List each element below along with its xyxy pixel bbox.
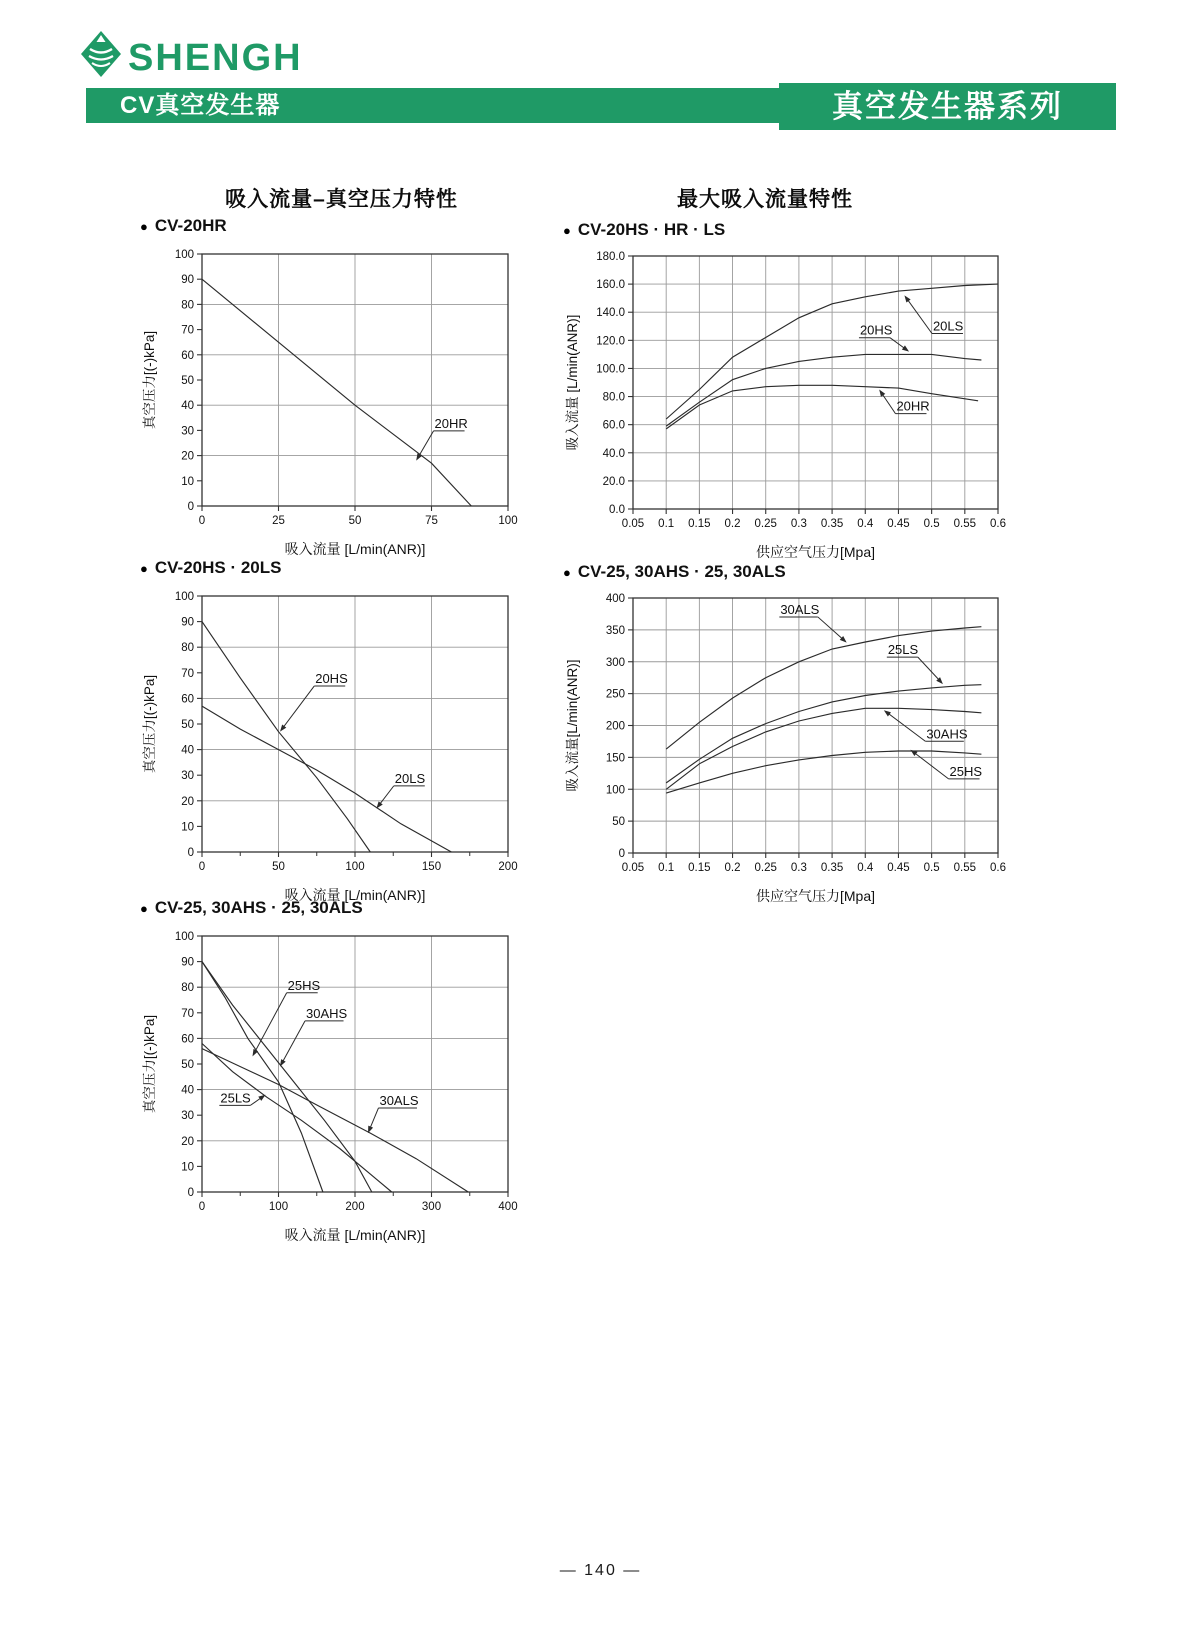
svg-text:150: 150 [605,752,625,765]
svg-text:0.45: 0.45 [887,862,910,874]
svg-text:80: 80 [181,299,194,312]
svg-text:200: 200 [605,720,625,733]
svg-text:10: 10 [181,475,194,488]
svg-text:0.05: 0.05 [621,862,645,874]
svg-text:0.6: 0.6 [990,862,1006,874]
svg-text:0.2: 0.2 [724,862,741,874]
svg-text:吸入流量 [L/min(ANR)]: 吸入流量 [L/min(ANR)] [284,887,426,903]
brand-logo [80,30,340,87]
svg-text:10: 10 [181,821,194,834]
svg-text:0: 0 [187,501,194,513]
svg-text:25LS: 25LS [887,642,919,658]
svg-text:100: 100 [345,861,365,873]
svg-text:40.0: 40.0 [602,447,625,460]
svg-text:0.6: 0.6 [990,518,1006,530]
svg-text:300: 300 [421,1201,442,1213]
brand-logo-graphic [80,30,340,82]
chart-title-text: CV-20HR [154,216,227,235]
right-column-title: 最大吸入流量特性 [677,188,853,211]
svg-text:0.5: 0.5 [923,862,940,874]
svg-text:120.0: 120.0 [596,335,625,348]
svg-text:0.25: 0.25 [754,518,777,530]
svg-text:140.0: 140.0 [596,307,625,320]
svg-text:0: 0 [198,1201,206,1213]
chart-title [563,216,1014,244]
svg-text:100: 100 [174,931,194,943]
svg-text:0.4: 0.4 [857,862,874,874]
svg-text:20.0: 20.0 [602,475,625,488]
bullet-icon: ● [563,222,571,238]
series-title-box: 真空发生器系列 [779,83,1116,130]
svg-text:0: 0 [187,1187,194,1199]
svg-text:真空压力[(-)kPa]: 真空压力[(-)kPa] [142,330,157,430]
svg-text:50: 50 [181,375,194,387]
svg-text:100.0: 100.0 [596,363,625,376]
svg-text:20HR: 20HR [434,415,468,431]
svg-text:80.0: 80.0 [602,391,625,404]
svg-text:吸入流量 [L/min(ANR)]: 吸入流量 [L/min(ANR)] [284,1227,426,1243]
chart-block-cv25-30a-maxflow [563,558,1014,914]
svg-text:100: 100 [268,1201,289,1213]
chart-title-text: CV-25, 30AHS · 25, 30ALS [154,898,363,917]
svg-text:100: 100 [498,515,518,527]
svg-text:0.1: 0.1 [658,518,675,530]
svg-text:70: 70 [181,667,194,680]
bullet-icon: ● [140,900,148,916]
svg-text:150: 150 [421,861,442,873]
svg-text:25HS: 25HS [287,977,321,993]
chart-plot-cv20hs-20ls [140,582,543,908]
bullet-icon: ● [563,564,571,580]
svg-text:80: 80 [181,982,194,995]
chart-block-cv20hs-20ls [140,554,543,913]
svg-text:20: 20 [181,1135,194,1148]
svg-text:0.05: 0.05 [621,518,645,530]
svg-text:30ALS: 30ALS [379,1092,419,1108]
chart-plot-cv25-30a-maxflow [563,586,1014,909]
svg-text:0: 0 [198,861,206,873]
svg-text:0.15: 0.15 [688,862,711,874]
svg-text:70: 70 [181,1007,194,1020]
svg-text:10: 10 [181,1161,194,1174]
svg-text:0: 0 [618,848,625,860]
svg-text:0: 0 [198,515,206,527]
svg-text:50: 50 [181,1059,194,1071]
svg-text:真空压力[(-)kPa]: 真空压力[(-)kPa] [142,674,157,774]
left-column-title: 吸入流量–真空压力特性 [225,188,458,211]
svg-text:60: 60 [181,349,194,362]
bullet-icon: ● [140,560,148,576]
svg-text:30: 30 [181,425,194,438]
svg-text:100: 100 [174,249,194,261]
svg-text:30ALS: 30ALS [780,601,820,617]
svg-text:60: 60 [181,693,194,706]
svg-text:吸入流量 [L/min(ANR)]: 吸入流量 [L/min(ANR)] [565,314,580,451]
svg-text:20LS: 20LS [932,318,964,334]
chart-block-cv20-maxflow [563,216,1014,570]
svg-text:100: 100 [605,784,625,797]
svg-text:0.35: 0.35 [820,518,844,530]
svg-text:300: 300 [605,656,625,669]
chart-plot-cv25-30a-pressure [140,922,543,1248]
svg-text:0.15: 0.15 [688,518,711,530]
svg-text:70: 70 [181,324,194,337]
svg-text:400: 400 [605,593,625,605]
page-number: — 140 — [559,1562,642,1579]
chart-title-text: CV-20HS · 20LS [154,558,282,577]
svg-text:50: 50 [181,719,194,731]
svg-text:180.0: 180.0 [596,251,625,263]
chart-title-text: CV-20HS · HR · LS [577,220,726,239]
section-title: CV真空发生器 [120,92,281,119]
svg-text:200: 200 [345,1201,365,1213]
svg-text:供应空气压力[Mpa]: 供应空气压力[Mpa] [755,888,876,904]
svg-text:160.0: 160.0 [596,279,625,292]
svg-text:0.45: 0.45 [887,518,910,530]
brand-name: SHENGH [128,37,303,79]
svg-text:100: 100 [174,591,194,603]
svg-text:60.0: 60.0 [602,419,625,432]
svg-text:20LS: 20LS [394,770,426,786]
svg-text:200: 200 [498,861,518,873]
chart-title [140,894,543,922]
svg-text:50: 50 [348,515,362,527]
chart-title [563,558,1014,586]
svg-text:0.3: 0.3 [790,862,807,874]
svg-text:60: 60 [181,1033,194,1046]
svg-text:20HS: 20HS [859,322,893,338]
svg-text:40: 40 [181,400,194,413]
svg-text:75: 75 [425,515,438,527]
svg-text:0.35: 0.35 [820,862,844,874]
svg-text:0.5: 0.5 [923,518,940,530]
svg-text:90: 90 [181,956,194,969]
svg-text:80: 80 [181,642,194,655]
svg-text:0.0: 0.0 [609,504,625,516]
svg-text:30: 30 [181,1110,194,1123]
svg-text:吸入流量 [L/min(ANR)]: 吸入流量 [L/min(ANR)] [284,541,426,557]
svg-text:40: 40 [181,1084,194,1097]
svg-text:50: 50 [612,816,625,829]
svg-text:20: 20 [181,795,194,808]
chart-title [140,212,543,240]
svg-text:供应空气压力[Mpa]: 供应空气压力[Mpa] [755,544,876,560]
chart-plot-cv20-maxflow [563,244,1014,565]
svg-text:250: 250 [605,688,625,701]
svg-text:吸入流量[L/min(ANR)]: 吸入流量[L/min(ANR)] [565,659,580,792]
svg-text:400: 400 [498,1201,518,1213]
svg-text:0.3: 0.3 [790,518,807,530]
bullet-icon: ● [140,218,148,234]
svg-text:0.55: 0.55 [953,518,977,530]
svg-text:40: 40 [181,744,194,757]
svg-text:25: 25 [272,515,285,527]
svg-text:350: 350 [605,624,625,637]
svg-text:30AHS: 30AHS [926,726,968,742]
svg-text:0.55: 0.55 [953,862,977,874]
svg-text:0.1: 0.1 [658,862,675,874]
svg-text:0.2: 0.2 [724,518,741,530]
svg-text:0.25: 0.25 [754,862,777,874]
chart-plot-cv20hr [140,240,543,562]
svg-text:0.4: 0.4 [857,518,874,530]
chart-block-cv20hr [140,212,543,567]
svg-text:20HR: 20HR [896,398,930,414]
svg-text:50: 50 [272,861,285,873]
chart-block-cv25-30a-pressure [140,894,543,1253]
svg-text:25LS: 25LS [220,1090,251,1106]
svg-text:真空压力[(-)kPa]: 真空压力[(-)kPa] [142,1014,157,1114]
svg-text:30AHS: 30AHS [306,1005,348,1021]
chart-title-text: CV-25, 30AHS · 25, 30ALS [577,562,786,581]
svg-text:0: 0 [187,847,194,859]
svg-text:20: 20 [181,450,194,463]
svg-text:25HS: 25HS [949,763,983,779]
svg-text:30: 30 [181,770,194,783]
svg-text:90: 90 [181,274,194,287]
chart-title [140,554,543,582]
svg-text:20HS: 20HS [315,671,348,687]
svg-text:90: 90 [181,616,194,629]
